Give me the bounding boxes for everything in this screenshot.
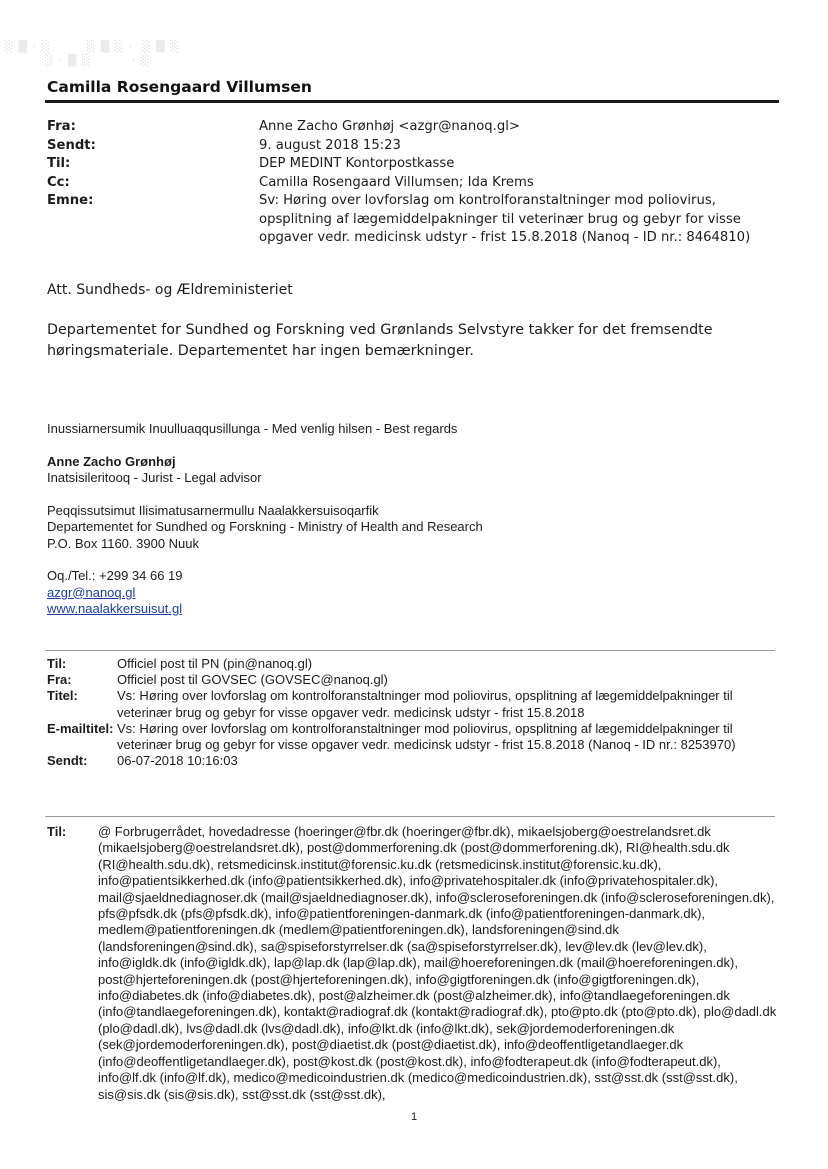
scan-bleedthrough: ░ ▒ · ░ ░ ▒ ░ · ░ ▒ ░ ░ · ▒ ░ · ░ [0,40,180,67]
forwarded-label: Sendt: [47,753,88,769]
forwarded-label: Titel: [47,688,78,704]
header-label: Til: [47,156,71,171]
header-label: Cc: [47,174,70,190]
signature-phone: Oq./Tel.: +299 34 66 19 [47,568,183,583]
forwarded-value: Officiel post til GOVSEC (GOVSEC@nanoq.gl) [117,672,388,688]
recipients-divider [45,816,775,817]
recipients-label: Til: [47,824,67,839]
header-row-cc [47,174,787,193]
forwarded-label: E-mailtitel: [47,720,114,736]
forwarded-header [47,656,772,769]
sender-name: Camilla Rosengaard Villumsen [47,78,312,96]
forwarded-row-to [47,656,772,672]
signature-greeting: Inussiarnersumik Inuulluaqqusillunga - Med venlig hilsen - Best regards [47,421,458,436]
header-value: Anne Zacho Grønhøj <azgr@nanoq.gl> [259,119,520,134]
forwarded-row-from [47,672,772,688]
forwarded-row-email-title [47,721,772,753]
header-value: DEP MEDINT Kontorpostkasse [259,156,455,171]
forwarded-label: Fra: [47,672,72,688]
signature-block [47,421,767,618]
header-label: Fra: [47,119,76,134]
signature-address: P.O. Box 1160. 3900 Nuuk [47,535,200,551]
page-number: 1 [410,1111,418,1123]
signature-title: Inatsisileritooq - Jurist - Legal advisor [47,470,262,485]
forwarded-value: Vs: Høring over lovforslag om kontrolforanstaltninger mod poliovirus, opsplitning af lægemiddelpakninger til veterinær brug og gebyr for visse opgaver vedr. medicinsk udstyr - frist 15.8.2018 [117,688,733,720]
header-row-from [47,118,787,137]
header-row-subject [47,192,787,248]
forwarded-row-title [47,688,772,720]
forwarded-value: Vs: Høring over lovforslag om kontrolforanstaltninger mod poliovirus, opsplitning af lægemiddelpakninger til veterinær brug og gebyr for visse opgaver vedr. medicinsk udstyr - frist 15.8.2018 (Nanoq - ID nr.: 8253970) [117,720,736,753]
message-body: Departementet for Sundhed og Forskning ved Grønlands Selvstyre takker for det fremsendte høringsmateriale. Departementet har ingen bemærkninger. [47,322,713,359]
forwarded-label: Til: [47,656,67,671]
header-row-to [47,155,787,174]
email-header [47,118,787,248]
signature-website-link[interactable]: www.naalakkersuisut.gl [47,601,183,616]
header-label: Emne: [47,193,94,208]
header-row-sent [47,137,787,156]
recipients-list: @ Forbrugerrådet, hovedadresse (hoeringer@fbr.dk (hoeringer@fbr.dk), mikaelsjoberg@oestrelandsret.dk (mikaelsjoberg@oestrelandsret.dk), post@dommerforening.dk (post@dommerforening.dk), RI@health.sdu.dk (RI@health.sdu.dk), retsmedicinsk.institut@forensic.ku.dk (retsmedicinsk.institut@forensic.ku.dk), info@patientsikkerhed.dk (info@patientsikkerhed.dk), info@privatehospitaler.dk (info@privatehospitaler.dk), mail@sjaeldnediagnoser.dk (mail@sjaeldnediagnoser.dk), info@scleroseforeningen.dk (info@scleroseforeningen.dk), pfs@pfsdk.dk (pfs@pfsdk.dk), info@patientforeningen-danmark.dk (info@patientforeningen-danmark.dk), medlem@patientforeningen.dk (medlem@patientforeningen.dk), landsforeningen@sind.dk (landsforeningen@sind.dk), sa@spiseforstyrrelser.dk (sa@spiseforstyrrelser.dk), lev@lev.dk (lev@lev.dk), info@igldk.dk (info@igldk.dk), lap@lap.dk (lap@lap.dk), mail@hoereforeningen.dk (mail@hoereforeningen.dk), post@hjerteforeningen.dk (post@hjerteforeningen.dk), info@gigtforeningen.dk (info@gigtforeningen.dk), info@diabetes.dk (info@diabetes.dk), post@alzheimer.dk (post@alzheimer.dk), info@tandlaegeforeningen.dk (info@tandlaegeforeningen.dk), kontakt@radiograf.dk (kontakt@radiograf.dk), pto@pto.dk (pto@pto.dk), plo@dadl.dk (plo@dadl.dk), lvs@dadl.dk (lvs@dadl.dk), info@lkt.dk (info@lkt.dk), sek@jordemoderforeningen.dk (sek@jordemoderforeningen.dk), post@diaetist.dk (post@diaetist.dk), info@deoffentligetandlaeger.dk (info@deoffentligetandlaeger.dk), post@kost.dk (post@kost.dk), info@fodterapeut.dk (info@fodterapeut.dk), info@lf.dk (info@lf.dk), medico@medicoindustrien.dk (medico@medicoindustrien.dk), sst@sst.dk (sst@sst.dk), sis@sis.dk (sis@sis.dk), sst@sst.dk (sst@sst.dk), [98,824,777,1102]
signature-org-greenlandic: Peqqissutsimut Ilisimatusarnermullu Naalakkersuisoqarfik [47,502,379,518]
header-value: Camilla Rosengaard Villumsen; Ida Krems [259,174,534,190]
forwarded-value: Officiel post til PN (pin@nanoq.gl) [117,656,313,671]
forwarded-row-sent [47,753,772,769]
forward-divider [45,650,775,651]
signature-name: Anne Zacho Grønhøj [47,453,176,469]
forwarded-value: 06-07-2018 10:16:03 [117,753,238,769]
signature-org-danish: Departementet for Sundhed og Forskning - Ministry of Health and Research [47,519,483,534]
header-value: Sv: Høring over lovforslag om kontrolforanstaltninger mod poliovirus, opsplitning af lægemiddelpakninger til veterinær brug og gebyr for visse opgaver vedr. medicinsk udstyr - frist 15.8.2018 (Nanoq - ID nr.: 8464810) [259,193,751,245]
header-value: 9. august 2018 15:23 [259,137,401,153]
signature-email-link[interactable]: azgr@nanoq.gl [47,584,136,600]
title-divider [45,100,779,103]
attention-line: Att. Sundheds- og Ældreministeriet [47,282,293,298]
recipients-block [47,824,777,1103]
header-label: Sendt: [47,137,96,153]
